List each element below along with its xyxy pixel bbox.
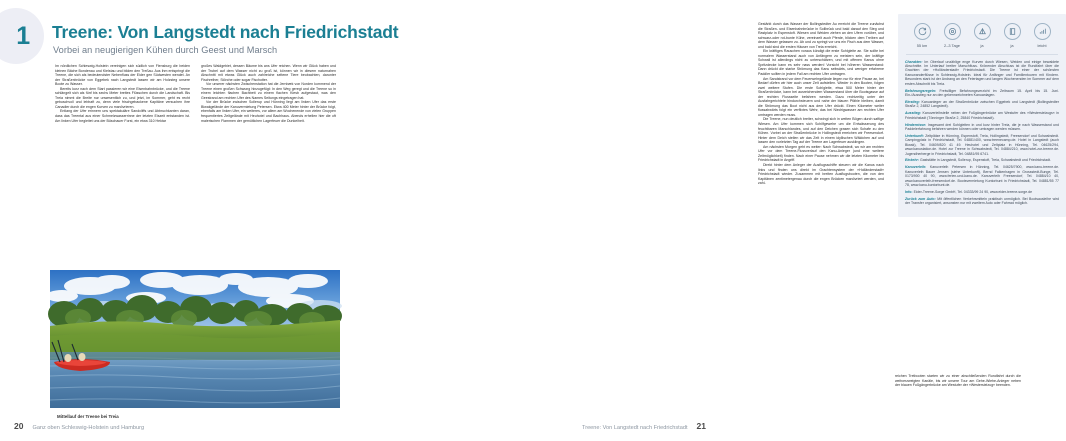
distance-icon <box>914 23 931 40</box>
footer-text-right: Treene: Von Langstedt nach Friedrichstadt <box>582 425 688 431</box>
info-entry-text: Freiwilliger Befahrungsverzicht im Zeitraum 15. April bis 15. Juni. Ein-/Ausstieg nur an den gekennzeichneten Kanuanlagen. <box>905 88 1059 98</box>
right-page-footer <box>582 421 706 431</box>
fact-camping <box>967 23 997 48</box>
page-number-left: 20 <box>14 421 24 431</box>
chapter-number: 1 <box>16 21 30 50</box>
fact-label: ja <box>980 42 984 48</box>
fact-label: 55 km <box>916 42 928 48</box>
paragraph: Im nördlichen Schleswig-Holstein vereinigen sich südlich von Flensburg die beiden kleinen Bäche Bondenau und Kielstau und bilden den Treßau. Aus ihm entspringt die Treene, die sich als bedeutendster Nebenfluss der Eider gen Südwesten wendet. An der Straßenbrücke von Eggebek nach Langstedt lassen wir am Holzsteg unsere Boote zu Wasser. <box>55 64 190 87</box>
info-entry-key: Einkehr: <box>905 158 920 163</box>
page-subtitle: Vorbei an neugierigen Kühen durch Geest und Marsch <box>53 45 278 55</box>
photo-illustration <box>50 270 340 408</box>
info-entry-key: Charakter: <box>905 59 923 64</box>
info-entry <box>905 197 1059 206</box>
info-entry-text: Eider-Treene-Sorge GmbH, Tel. 04333/99 24 90, www.eider-treene-sorge.de <box>912 189 1033 194</box>
info-entry-key: Einstieg: <box>905 99 920 104</box>
info-entry-text: Im Oberlauf unzählige enge Kurven durch Wiesen, Weiden und einige bewaldete Abschnitte. Im Unterlauf breiter Marschfluss. Krönender Abschluss ist die Rundfahrt über die Grachten der »Holländerstadt« Friedrichstadt. Die Treene ist einer der schönsten Kanuwanderflüsse in Schleswig-Holstein. Ideal für Anfänger und Familientouren mit Kindern. Besonders stark ist der Andrang an den Feiertagen und langen Wochenenden im Sommer auf dem ersten Abschnitt bis Treia. <box>905 59 1059 86</box>
fact-label: leicht <box>1037 42 1047 48</box>
info-entry-text: Mit öffentlichen Verkehrsmitteln praktisch unmöglich. Bei Bootsausleihe wird der Transfer organisiert, ansonsten nur mit zweitem Auto oder Fahrrad möglich. <box>905 196 1059 206</box>
fact-distance <box>907 23 937 48</box>
tour-info-panel <box>898 14 1066 217</box>
info-entry-key: Ausstieg: <box>905 111 921 116</box>
paragraph: Gestärkt durch das Wasser der Bollingstedter Au erreicht die Treene zunächst die Straßen- und Eisenbahnbrücke in Sollbrück und bald darauf den Steg und Rastplatz in Espenstoft. Wiesen und Weiden ziehen an den Ufern vorüber, und schwarz-oder rot-bunte Kühe, vereinzelt auch Pferde, blicken dem Treiben auf dem Wasser gelassen zu. Ab und zu springt vor uns ein Fisch aus dem Wasser, und bald sind die ersten Häuser von Treia erreicht. <box>758 22 884 49</box>
photo-caption: Mittellauf der Treene bei Treia <box>57 414 119 419</box>
body-column-1 <box>55 64 190 123</box>
info-entry-text: Kanuverleihstelle neben der Fußgängerbrücke am Westufer des »Westersielzugs« in Friedrichstadt (Tönninger Straße 2, 25840 Friedrichstadt). <box>905 111 1059 120</box>
info-entry-text: Insgesamt drei Sohlgleiten in und kurz hinter Treia, die je nach Wasserstand und Paddelerfahrung befahren werden können oder umtragen werden müssen. <box>905 122 1059 131</box>
paragraph: Vor der Brücke zwischen Sollerup und Hünning liegt am linken Ufer das erste Biwakgelände der Kanuvermietung Petersen. Etwa 400 Meter hinter der Brücke folgt, ebenfalls am linken Ufer, ein weiteres, vor allem am Wochenende von vielen Gruppen frequentiertes Zeltgelände mit Heuhotel und Bachhaus. Abends erhellen hier die oft malerischen Flammen der gemütlichen Lagerfeuer die Dunkelheit. <box>201 100 336 123</box>
info-entry <box>905 123 1059 132</box>
info-entry-key: Hindernisse: <box>905 122 927 127</box>
paragraph: großes Waldgebiet, dessen Bäume bis ans Ufer reichen. Wenn wir Glück haben und der Trubel auf dem Wasser nicht zu groß ist, können wir in diesem naturnahen Abschnitt mit etwas Glück auch zahlreiche seltene Tiere beobachten, darunter Fischreiher, Störche oder sogar Fischotter. <box>201 64 336 82</box>
info-entry <box>905 165 1059 187</box>
camping-icon <box>974 23 991 40</box>
info-entry <box>905 100 1059 109</box>
info-entry-text: Gaststätte in Langstedt, Sollerup, Espenstoft, Treia, Schwabstedt und Friedrichstadt. <box>919 158 1051 163</box>
info-entry-key: Zurück zum Auto: <box>905 196 936 201</box>
info-entry-text: Kanuanleger an der Straßenbrücke zwischen Eggebek und Langstedt (Bollingstedter Straße 2, 24852 Langstedt). <box>905 99 1059 109</box>
paragraph: Vor unserer nächsten Zwischenstation hat die Jernbæk von Norden kommend der Treene einen großen Schwung hinzugefügt: In den Weg geregt und die Treene so in einem leichten flachen Bachbett zu einem flachen Kiesb aufgestaut, was den Geestrand am rechten Ufer des Names Seitungs eingetragen hat. <box>201 82 336 100</box>
footer-text-left: Ganz oben Schleswig-Holstein und Hamburg <box>32 425 145 431</box>
fact-difficulty <box>1027 23 1057 48</box>
left-body-columns <box>55 64 337 123</box>
page-title: Treene: Von Langstedt nach Friedrichstadt <box>52 22 399 42</box>
info-entry-key: Unterkunft: <box>905 133 924 138</box>
right-page <box>360 0 1059 441</box>
body-column-3 <box>758 22 884 417</box>
left-page <box>0 0 399 441</box>
paragraph: Ein kräftiges Rauschen voraus kündigt die erste Sohlgleite an. Sie sollte bei normalem Wasserstand auch von Anfängern zu meistern sein, der kräftige Schwall ist allerdings nicht zu unterschätzen, und mit offenen Kanus ohne Spritzdecke kann es sehr nass werden! Vorsicht bei höheren Wasserstand: Dann drückt die starke Strömung das Kanu seitwärts, und weniger erfahrene Paddler sollten in jedem Fall am rechten Ufer umtragen. <box>758 49 884 77</box>
paragraph: Am Sandstrand vor dem Feuerwehrgelände liegen nur für eine Pause an, bei Bedarf dürfen wir hier auch unser Zelt aufstellen. Wieder in den Booten, folgen zwei weitere Stufen. Die erste Sohlgleite, etwa 500 Meter hinter der Straßenbrücke, kann bei ausreichendem Wasserstand über die Bootsgasse auf der rechten Flussseite befahren werden. Dazu rechtzeitig unter der Ausfahrgerichtete hindurchsteuern und nahe der blauen Pfähle bleiben, damit die Strömung das Boot nicht aus dem Ufer drückt. Einen Kilometer weiter flussabwärts folgt ein verflixtes Wehr, das bei Niedrigwasser am rechten Ufer umtragen werden muss. <box>758 76 884 117</box>
info-entry-key: Kanuverleih: <box>905 165 927 170</box>
body-column-2 <box>201 64 336 123</box>
info-entry <box>905 111 1059 120</box>
left-page-footer <box>14 421 144 431</box>
paragraph: Entlang der Ufer erinnern uns spektakuläre Sandcliffs und Abbruchkanten daran, dass das Treental aus einer Schmelzwasserrinne der letzten Eiszeit entstanden ist. Am linken Ufer begleitet uns der Büschauer Forst, ein etwa 310 Hektar <box>55 109 190 123</box>
paragraph: Am nächsten Morgen geht es weiter: Nach Schwabstedt, wo wir am rechten Ufer vor dem Treene-Flussverlauf den Kanu-Anleger (und eine weitere Zeltmöglichkeit) finden. Nach einer Pause nehmen wir die letzten Kilometer bis Friedrichstadt in Angriff. <box>758 144 884 163</box>
fact-label: 2–3 Tage <box>944 42 960 48</box>
info-entry-text: Zeltplätze in Hünning, Espenstoft, Treia, Hollingstedt, Freesendorf und Schwabstedt. Campingplatz in Friedrichstadt, Tel. 04881/400, www.treenecamp.de. Hotel in Langstedt (auch Biwak), Tel. 04609/820 41 49. Heuhotel und Zeltplatz in Hünning, Tel. 04625/294, www.kanustation.de. Hotel zur Treene in Schwabstedt, Tel. 04884/210, www.hotel-zur-treene.de. Jugendherberge in Friedrichstadt, Tel. 04881/95 6741. <box>905 133 1059 156</box>
fact-duration <box>937 23 967 48</box>
paragraph: Direkt hinter dem Anleger der Ausflugsschiffe steuern wir die Kanus nach links und finden uns direkt im Grachtensystem der »Holländerstadt« Friedrichstadt wieder. Zusammen mit breiten Ausflugsbooten, die von den Kapitänen zentimetergenau durch die engen Brücken manövriert werden, und zahl- <box>758 162 884 186</box>
info-entry-key: Befahrungsregeln: <box>905 88 937 93</box>
rental-icon <box>1004 23 1021 40</box>
info-entry <box>905 60 1059 87</box>
paragraph: Bereits kurz nach dem Start passieren wir eine Eisenbahnbrücke, und die Treene schlängelt sich als fünf bis sechs Meter breites Flüsschen durch die Landschaft. Bis Treia nimmt die Breite nur unwesentlich zu, und jetzt, im Sommer, geht es recht gebuschvoll und lebhaft zu, denn viele frischgebackene Kapitäne versuchen ihre Canadier durch die engen Kurven zu manövrieren. <box>55 86 190 109</box>
tour-info-entries <box>905 60 1059 206</box>
info-entry <box>905 134 1059 156</box>
paragraph: reichen Tretbooten starten wir zu einer abschließenden Rundfahrt durch die weitverzweigten Kanäle, bis wir unsere Tour am Gehe-Wiehe-Anleger neben der blauen Fußgängerbrücke am Westufer der »Westersielzug« beenden. <box>895 374 1021 388</box>
chapter-number-badge <box>0 8 44 64</box>
info-entry-text: Kanuverleih Petersen in Hünning, Tel. 04625/7900, www.kanu-treene.de. Kanuverleih Bauer Jensen (siehe Unterkunft), Bernd Falkenhagen in Grossstedt-Bunge, Tel. 0173/900 40 90, www.ferien-und-kanu.de. Kanuverleih Freesendorf, Tel. 04884/10 40, www.kanuverleih-freesendorf.de. Bootsvermietung Kuntorbunt in Friedrichstadt, Tel. 04881/55 77 78, www.kanu-kuntorbunt.de. <box>905 165 1059 188</box>
river-photo <box>50 270 340 408</box>
duration-icon <box>944 23 961 40</box>
fact-label: ja <box>1010 42 1014 48</box>
info-entry <box>905 89 1059 98</box>
info-entry <box>905 158 1059 162</box>
facts-divider <box>906 54 1058 55</box>
fact-rental <box>997 23 1027 48</box>
difficulty-icon <box>1034 23 1051 40</box>
page-number-right: 21 <box>696 421 706 431</box>
info-entry-key: Info: <box>905 189 913 194</box>
paragraph: Die Treene, nun deutlich breiter, schwingt sich in weiten Bögen durch saftige Wiesen. Am Ufer kommen sich Schilfgewehe um die Entwässerung des feuchtbaren Marschlandes, und auf den Deichen grasen sich Schafe zu den Kühen. Vorbei an der Straßenbrücke in Hollingstedt erreichen wir Freesendorf. Hinter dem Deich stellen wir das Zelt in einem idyllischen Wäldchen auf und lassen den vorletzten Tag auf der Treene am Lagerfeuer ausklingen. <box>758 117 884 145</box>
tour-facts-row <box>905 22 1059 48</box>
info-entry <box>905 190 1059 194</box>
